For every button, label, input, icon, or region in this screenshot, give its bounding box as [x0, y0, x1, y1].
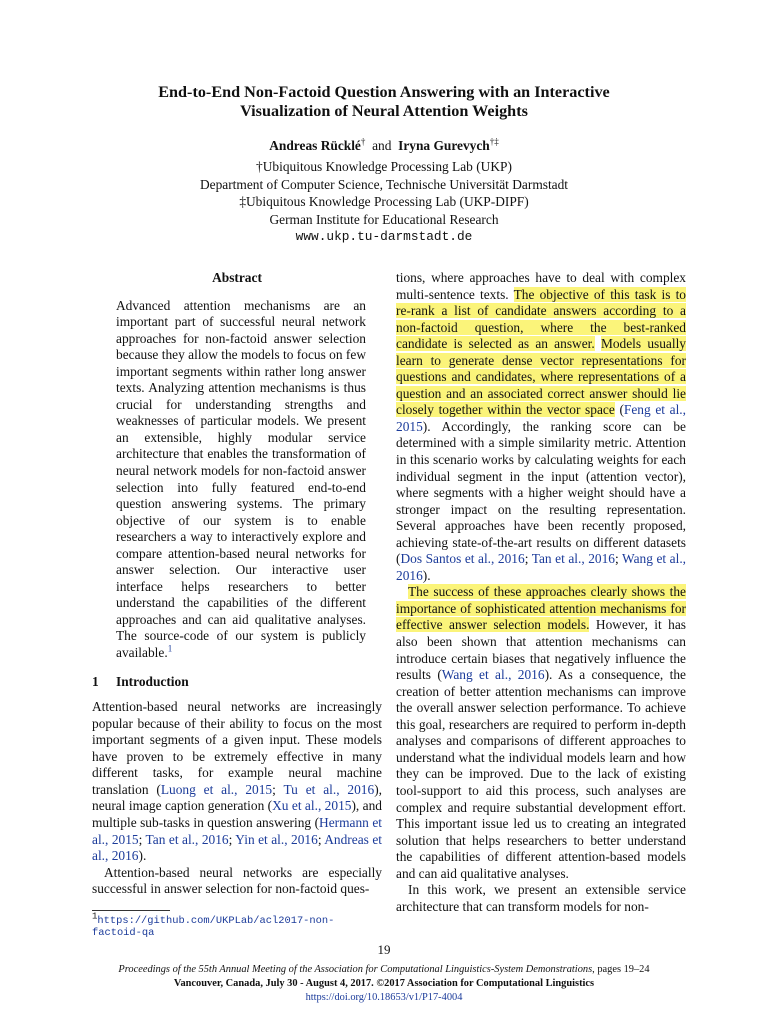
author-2-mark: †‡ [489, 136, 499, 147]
text-run: Attention-based neural networks are increasingly popular because of their ability to focus on the most important segments of a given input. These models have proven to be extremely effective in many different tasks, for example neural machine translation ( [92, 699, 382, 797]
text-run: ( [614, 402, 624, 418]
highlighted-text: Models usually learn to generate dense vector representations for questions and candidates, where representations of a question and an associated correct answer should lie closely together within the vector space [396, 336, 686, 418]
affiliation-url[interactable]: www.ukp.tu-darmstadt.de [295, 229, 473, 245]
citation-link[interactable]: Yin et al., 2016 [235, 831, 318, 847]
right-paragraph-3: In this work, we present an extensible service architecture that can transform models for non- [396, 882, 686, 914]
citation-link[interactable]: Wang et al., 2016 [396, 551, 687, 583]
citation-link[interactable]: Dos Santos et al., 2016 [400, 551, 525, 567]
text-run: However, it has also been shown that attention mechanisms can introduce certain biases that negatively influence the results ( [396, 617, 686, 683]
citation-link[interactable]: Hermann et al., 2015 [92, 814, 382, 847]
highlighted-text: The objective of this task is to re-rank a list of candidate answers according to a non-factoid question, where the best-ranked candidate is selected as an answer. [396, 286, 686, 352]
footnote-mark: 1 [92, 911, 98, 922]
section-number: 1 [92, 673, 99, 689]
left-column [92, 270, 382, 940]
text-run: ). As a consequence, the creation of better attention mechanisms can improve the overall answer selection performance. To achieve this goal, researchers are required to perform in-depth analyses and comparisons of different approaches to understand what the individual models learn and how they can be improved. Due to the lack of existing tool-support to aid this process, such analyses are complex and require substantial development effort. This important issue led us to creating an integrated solution that helps researchers to better understand the capabilities of different attention-based models and can aid qualitative analyses. [396, 667, 686, 881]
text-run: ; [228, 831, 236, 847]
abstract-heading: Abstract [212, 270, 262, 285]
paper-title [60, 83, 708, 121]
citation-link[interactable]: Wang et al., 2016 [441, 667, 545, 683]
footer-venue: Vancouver, Canada, July 30 - August 4, 2017. ©2017 Association for Computational Linguistics [173, 978, 595, 989]
title-line-2: Visualization of Neural Attention Weights [240, 102, 528, 120]
text-run: ). [422, 567, 431, 583]
affiliation-4: German Institute for Educational Research [269, 211, 499, 227]
citation-link[interactable]: Tan et al., 2016 [145, 831, 229, 847]
citation-link[interactable]: Feng et al., 2015 [396, 402, 686, 434]
footnote-link[interactable]: https://github.com/UKPLab/acl2017-non-factoid-qa [92, 914, 335, 940]
right-paragraph-1 [396, 270, 686, 584]
proceedings-footer [20, 963, 748, 1005]
author-2-name: Iryna Gurevych [398, 138, 490, 153]
text-run: ; [138, 831, 146, 847]
affiliation-2: Department of Computer Science, Technische Universität Darmstadt [199, 176, 569, 192]
right-paragraph-2 [396, 584, 686, 882]
text-run: ), neural image caption generation ( [92, 781, 382, 814]
citation-link[interactable]: Luong et al., 2015 [160, 781, 273, 797]
author-1-name: Andreas Rücklé [269, 138, 361, 153]
citation-link[interactable]: Xu et al., 2015 [272, 798, 352, 814]
highlighted-text: The success of these approaches clearly shows the importance of sophisticated attention mechanisms for effective answer selection models. [396, 584, 686, 633]
footer-doi-link[interactable]: https://doi.org/10.18653/v1/P17-4004 [305, 992, 463, 1003]
section-title: Introduction [116, 673, 189, 689]
footnote-rule [92, 910, 170, 911]
citation-link[interactable]: Tu et al., 2016 [283, 781, 375, 797]
text-run [595, 336, 601, 351]
intro-paragraph-2: Attention-based neural networks are especially successful in answer selection for non-factoid ques- [92, 864, 382, 897]
text-run: ; [615, 551, 623, 567]
affiliation-3: ‡Ubiquitous Knowledge Processing Lab (UKP-DIPF) [239, 194, 529, 210]
right-column [396, 270, 686, 915]
text-run: ; [272, 781, 284, 797]
affiliations [60, 158, 708, 246]
abstract-body [116, 298, 366, 662]
citation-link[interactable]: Andreas et al., 2016 [92, 831, 382, 864]
abstract-text: Advanced attention mechanisms are an important part of successful neural network approaches for non-factoid answer selection because they allow the models to focus on few important segments within rather long answer texts. Analyzing attention mechanisms is thus crucial for understanding strengths and weaknesses of particular models. We present an extensible, highly modular service architecture that enables the transformation of neural network models for non-factoid answer selection into fully featured end-to-end question answering systems. The primary objective of our system is to enable researchers a way to interactively explore and compare attention-based neural networks for answer selection. Our interactive user interface helps researchers to better understand the capabilities of the different approaches and can aid qualitative analyses. The source-code of our system is publicly available. [116, 297, 366, 661]
text-run: ). [138, 848, 147, 864]
text-run: ; [524, 551, 532, 567]
author-and: and [372, 138, 392, 153]
footnote [92, 911, 382, 940]
text-run: tions, where approaches have to deal with complex multi-sentence texts. [396, 270, 686, 302]
section-heading-introduction [92, 674, 382, 691]
text-run: ; [317, 831, 325, 847]
author-1-mark: † [360, 136, 366, 147]
affiliation-1: †Ubiquitous Knowledge Processing Lab (UKP) [256, 159, 512, 174]
abstract-footnote-mark[interactable]: 1 [167, 643, 173, 654]
author-line [60, 137, 708, 154]
intro-paragraph-1 [92, 699, 382, 864]
citation-link[interactable]: Tan et al., 2016 [531, 551, 616, 567]
text-run: ). Accordingly, the ranking score can be determined with a simple similarity metric. Attention in this scenario works by calculating weights for each individual segment in the input (attention vector), where segments with a higher weight should have a stronger impact on the resulting representation. Several approaches have been recently proposed, achieving state-of-the-art results on different datasets ( [396, 418, 686, 567]
footer-proceedings: Proceedings of the 55th Annual Meeting of the Association for Computational Linguistics-System Demonstrations [118, 964, 593, 975]
title-line-1: End-to-End Non-Factoid Question Answering with an Interactive [158, 83, 610, 101]
page-number: 19 [377, 942, 391, 957]
footer-pages: , pages 19–24 [592, 964, 650, 975]
text-run: ), and multiple sub-tasks in question answering ( [92, 798, 382, 830]
